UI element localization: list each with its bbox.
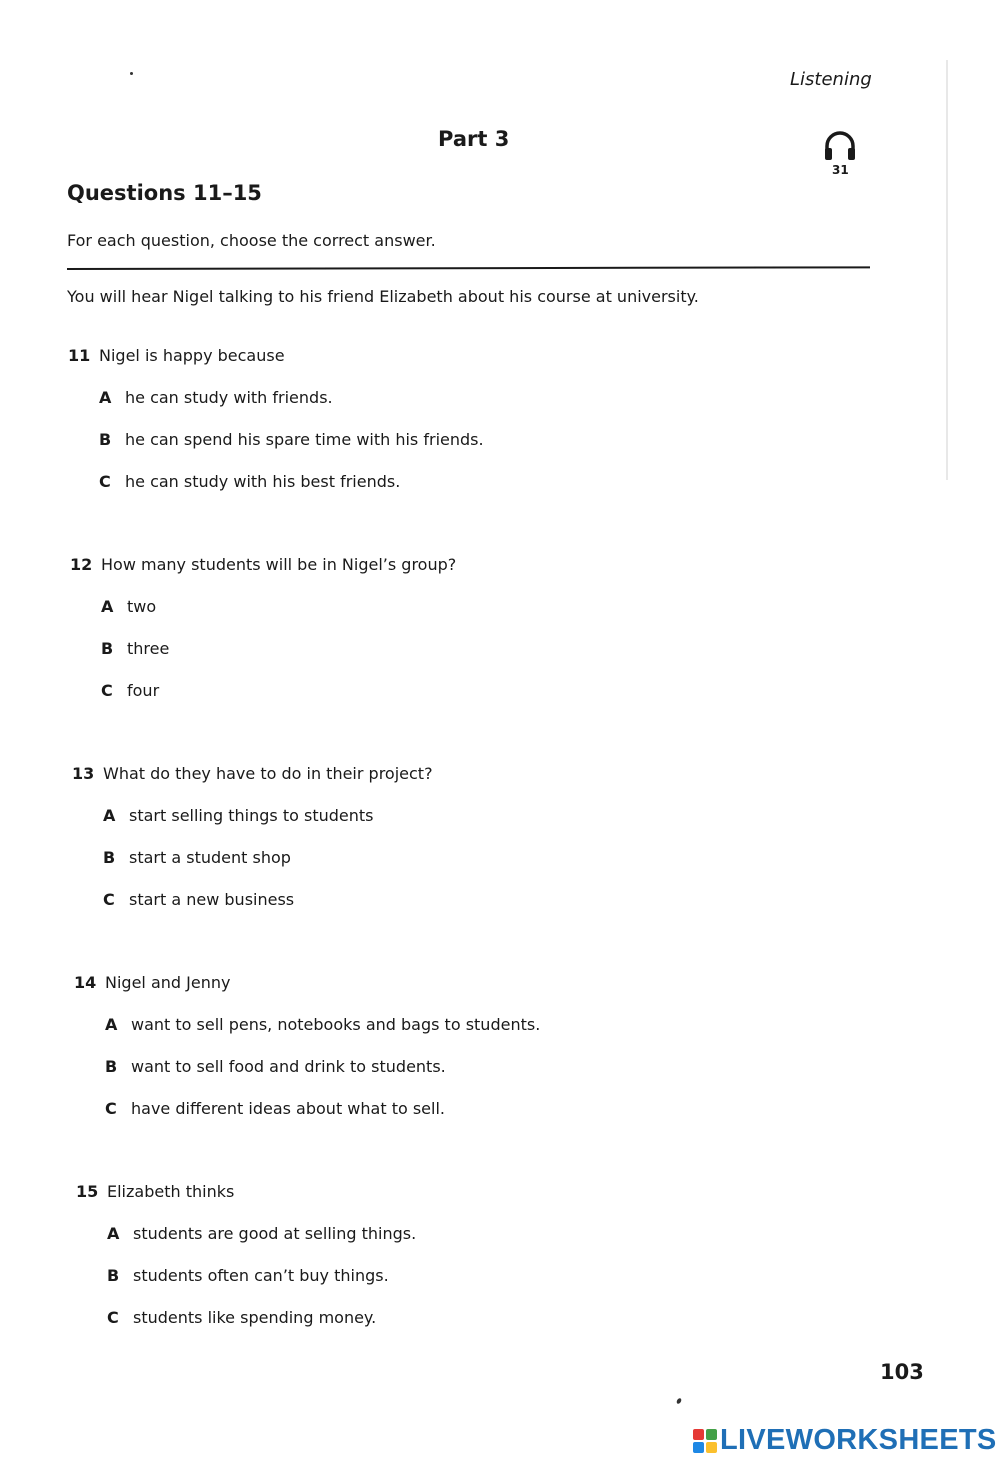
option-b[interactable] [103,848,433,870]
question-number: 14 [74,973,97,992]
option-letter: A [101,597,114,616]
scan-speck [130,72,133,75]
audio-track-number: 31 [832,163,849,177]
section-label: Listening [790,69,872,90]
option-text: he can study with friends. [125,388,333,407]
option-b[interactable] [99,430,484,452]
option-c[interactable] [105,1099,540,1121]
option-text: two [127,597,157,616]
option-letter: C [105,1099,117,1118]
question-number: 12 [70,555,93,574]
option-text: he can study with his best friends. [125,472,401,491]
questions-heading: Questions 11–15 [67,181,262,205]
option-text: four [127,681,160,700]
option-a[interactable] [99,388,484,410]
option-letter: B [99,430,112,449]
option-c[interactable] [101,681,456,703]
option-a[interactable] [103,806,433,828]
option-letter: A [103,806,116,825]
option-c[interactable] [107,1308,416,1330]
option-text: students like spending money. [133,1308,377,1327]
option-letter: C [107,1308,119,1327]
option-text: start a student shop [129,848,291,867]
option-letter: A [107,1224,120,1243]
option-text: want to sell food and drink to students. [131,1057,446,1076]
option-a[interactable] [105,1015,540,1037]
question-stem: Nigel is happy because [99,346,285,365]
option-text: he can spend his spare time with his friends. [125,430,484,449]
option-letter: B [103,848,116,867]
divider [67,266,870,270]
option-letter: B [101,639,114,658]
option-text: have different ideas about what to sell. [131,1099,445,1118]
option-text: start a new business [129,890,295,909]
option-text: want to sell pens, notebooks and bags to students. [131,1015,541,1034]
question-number: 13 [72,764,95,783]
brand-mark-icon [693,1429,717,1453]
brand-logo[interactable] [693,1424,997,1457]
question-stem: What do they have to do in their project? [103,764,433,783]
scan-edge [946,60,948,480]
question-number: 15 [76,1182,99,1201]
option-c[interactable] [103,890,433,912]
option-c[interactable] [99,472,484,494]
option-text: students often can’t buy things. [133,1266,389,1285]
option-b[interactable] [107,1266,416,1288]
option-letter: A [105,1015,118,1034]
option-letter: C [99,472,111,491]
headphones-icon [822,128,858,164]
option-letter: B [105,1057,118,1076]
option-letter: C [101,681,113,700]
option-text: start selling things to students [129,806,374,825]
question-15 [76,1182,416,1330]
question-13 [72,764,433,912]
option-letter: A [99,388,112,407]
question-12 [70,555,456,703]
option-letter: C [103,890,115,909]
question-number: 11 [68,346,91,365]
option-b[interactable] [101,639,456,661]
option-text: students are good at selling things. [133,1224,417,1243]
question-stem: Elizabeth thinks [107,1182,235,1201]
page-number: 103 [880,1360,924,1384]
option-letter: B [107,1266,120,1285]
option-b[interactable] [105,1057,540,1079]
option-text: three [127,639,170,658]
context-text: You will hear Nigel talking to his friend Elizabeth about his course at university. [67,287,699,306]
option-a[interactable] [107,1224,416,1246]
instruction-text: For each question, choose the correct answer. [67,231,436,250]
question-11 [68,346,484,494]
option-a[interactable] [101,597,456,619]
question-14 [74,973,540,1121]
scan-speck [676,1397,682,1404]
question-stem: Nigel and Jenny [105,973,231,992]
part-title: Part 3 [438,127,510,151]
question-stem: How many students will be in Nigel’s group? [101,555,457,574]
brand-name: LIVEWORKSHEETS [720,1424,997,1456]
audio-track-badge [822,128,858,180]
